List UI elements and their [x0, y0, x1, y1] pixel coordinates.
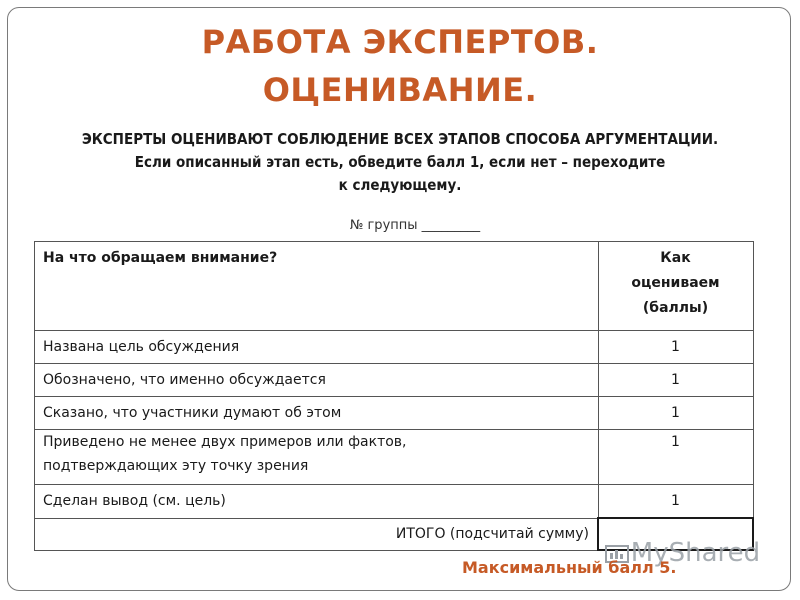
criterion-cell: Сделан вывод (см. цель) — [35, 485, 599, 519]
slide-title-line2: ОЦЕНИВАНИЕ. — [262, 71, 538, 109]
table-row — [35, 430, 754, 485]
max-score-note: Максимальный балл 5. — [462, 558, 677, 577]
instructions — [0, 128, 800, 197]
score-cell[interactable]: 1 — [598, 364, 753, 397]
header-score-line2: оцениваем — [631, 275, 720, 291]
slide-title-line1: РАБОТА ЭКСПЕРТОВ. — [201, 23, 599, 61]
criterion-line1: Приведено не менее двух примеров или фактов, — [43, 434, 407, 450]
total-label: ИТОГО (подсчитай сумму) — [35, 518, 599, 550]
criteria-table — [34, 241, 754, 551]
header-score-line1: Как — [660, 250, 691, 266]
criterion-cell: Обозначено, что именно обсуждается — [35, 364, 599, 397]
criterion-cell: Названа цель обсуждения — [35, 331, 599, 364]
score-cell[interactable]: 1 — [598, 397, 753, 430]
instructions-line3: к следующему. — [338, 176, 462, 194]
table-row — [35, 485, 754, 519]
instructions-line1: ЭКСПЕРТЫ ОЦЕНИВАЮТ СОБЛЮДЕНИЕ ВСЕХ ЭТАПОВ СПОСОБА АРГУМЕНТАЦИИ. — [81, 130, 719, 148]
criterion-line2: подтверждающих эту точку зрения — [43, 458, 309, 474]
watermark-label: MyShared — [630, 538, 761, 568]
score-cell[interactable]: 1 — [598, 331, 753, 364]
table-row — [35, 364, 754, 397]
criterion-cell: Сказано, что участники думают об этом — [35, 397, 599, 430]
group-number-label: № группы _________ — [349, 218, 481, 233]
score-cell[interactable]: 1 — [598, 430, 753, 485]
header-score-line3: (баллы) — [642, 300, 709, 316]
instructions-line2: Если описанный этап есть, обведите балл 1, если нет – переходите — [134, 153, 666, 171]
header-score — [598, 242, 753, 331]
table-row — [35, 331, 754, 364]
criterion-cell — [35, 430, 599, 485]
header-criterion: На что обращаем внимание? — [35, 242, 599, 331]
score-cell[interactable]: 1 — [598, 485, 753, 519]
table-row — [35, 397, 754, 430]
table-header-row — [35, 242, 754, 331]
